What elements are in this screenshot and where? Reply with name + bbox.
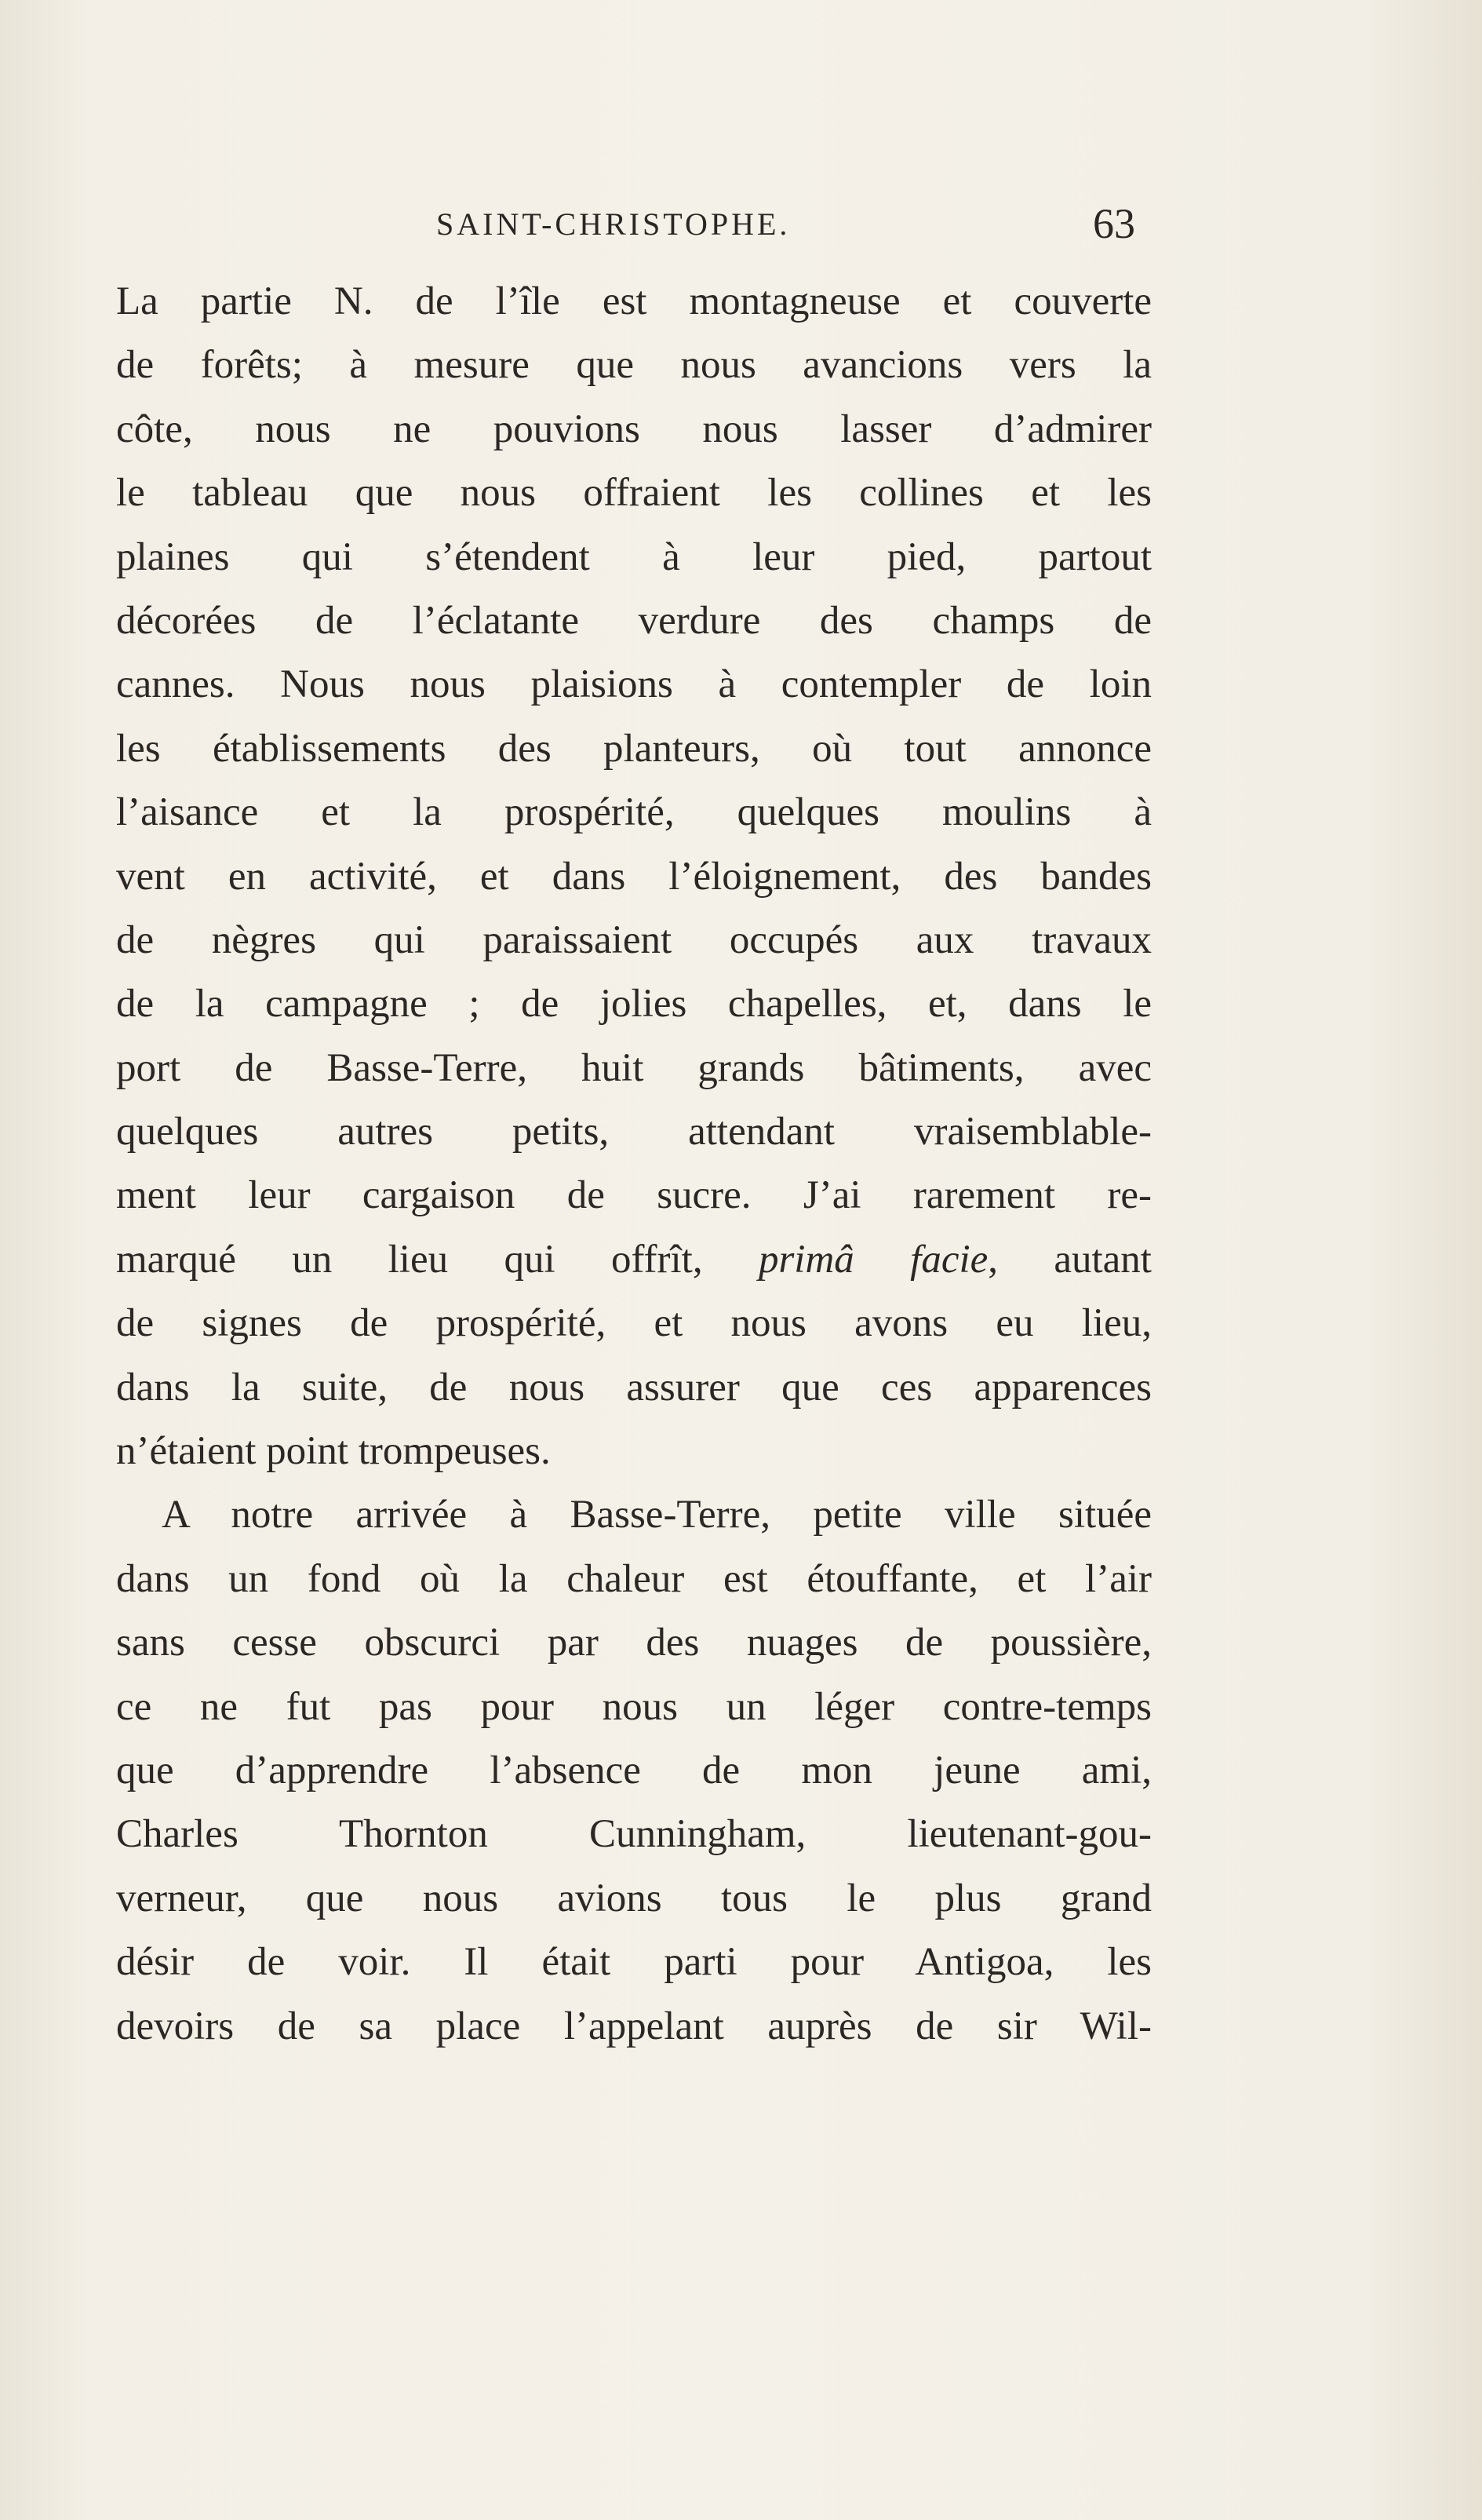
text-line: le tableau que nous offraient les collines et les [116, 471, 1152, 516]
text-line: cannes. Nous nous plaisions à contempler de loin [116, 662, 1152, 707]
text-line: La partie N. de l’île est montagneuse et couverte [116, 279, 1152, 323]
paragraph-2 [116, 1483, 1152, 2059]
text-line: dans un fond où la chaleur est étouffante, et l’air [116, 1556, 1152, 1601]
text-line: l’aisance et la prospérité, quelques moulins à [116, 790, 1152, 835]
text-line: les établissements des planteurs, où tout annonce [116, 726, 1152, 771]
text-line: côte, nous ne pouvions nous lasser d’admirer [116, 407, 1152, 451]
text-line: de signes de prospérité, et nous avons eu lieu, [116, 1301, 1152, 1346]
text-line: devoirs de sa place l’appelant auprès de sir Wil- [116, 2004, 1152, 2048]
text-line: sans cesse obscurci par des nuages de poussière, [116, 1621, 1152, 1665]
text-line: de la campagne ; de jolies chapelles, et, dans le [116, 982, 1152, 1027]
paragraph-1 [116, 270, 1152, 1483]
text-line: de nègres qui paraissaient occupés aux travaux [116, 917, 1152, 962]
page-number: 63 [1093, 200, 1135, 247]
text-line: quelques autres petits, attendant vraisemblable- [116, 1110, 1152, 1154]
text-line: de forêts; à mesure que nous avancions vers la [116, 343, 1152, 388]
running-title: SAINT-CHRISTOPHE. [436, 206, 791, 242]
italic-phrase: primâ facie [758, 1237, 989, 1282]
text-line: décorées de l’éclatante verdure des champs de [116, 598, 1152, 643]
text-line: ment leur cargaison de sucre. J’ai rarement re- [116, 1173, 1152, 1218]
text-line-with-italic [116, 1228, 1152, 1292]
body-text [116, 270, 1152, 2059]
text-line: port de Basse-Terre, huit grands bâtiments, avec [116, 1045, 1152, 1090]
text-line: dans la suite, de nous assurer que ces apparences [116, 1365, 1152, 1410]
text-segment: marqué un lieu qui offrît, [116, 1237, 759, 1282]
text-line: ce ne fut pas pour nous un léger contre-temps [116, 1684, 1152, 1729]
text-line: n’étaient point trompeuses. [116, 1429, 551, 1474]
text-line: désir de voir. Il était parti pour Antigoa, les [116, 1940, 1152, 1985]
text-line: A notre arrivée à Basse-Terre, petite ville située [162, 1493, 1152, 1537]
text-line: verneur, que nous avions tous le plus grand [116, 1876, 1152, 1920]
text-line: vent en activité, et dans l’éloignement, des bandes [116, 854, 1152, 899]
text-line: que d’apprendre l’absence de mon jeune ami, [116, 1748, 1152, 1792]
text-line: Charles Thornton Cunningham, lieutenant-gou- [116, 1812, 1152, 1857]
text-segment: , autant [988, 1237, 1152, 1282]
text-line: plaines qui s’étendent à leur pied, partout [116, 534, 1152, 579]
